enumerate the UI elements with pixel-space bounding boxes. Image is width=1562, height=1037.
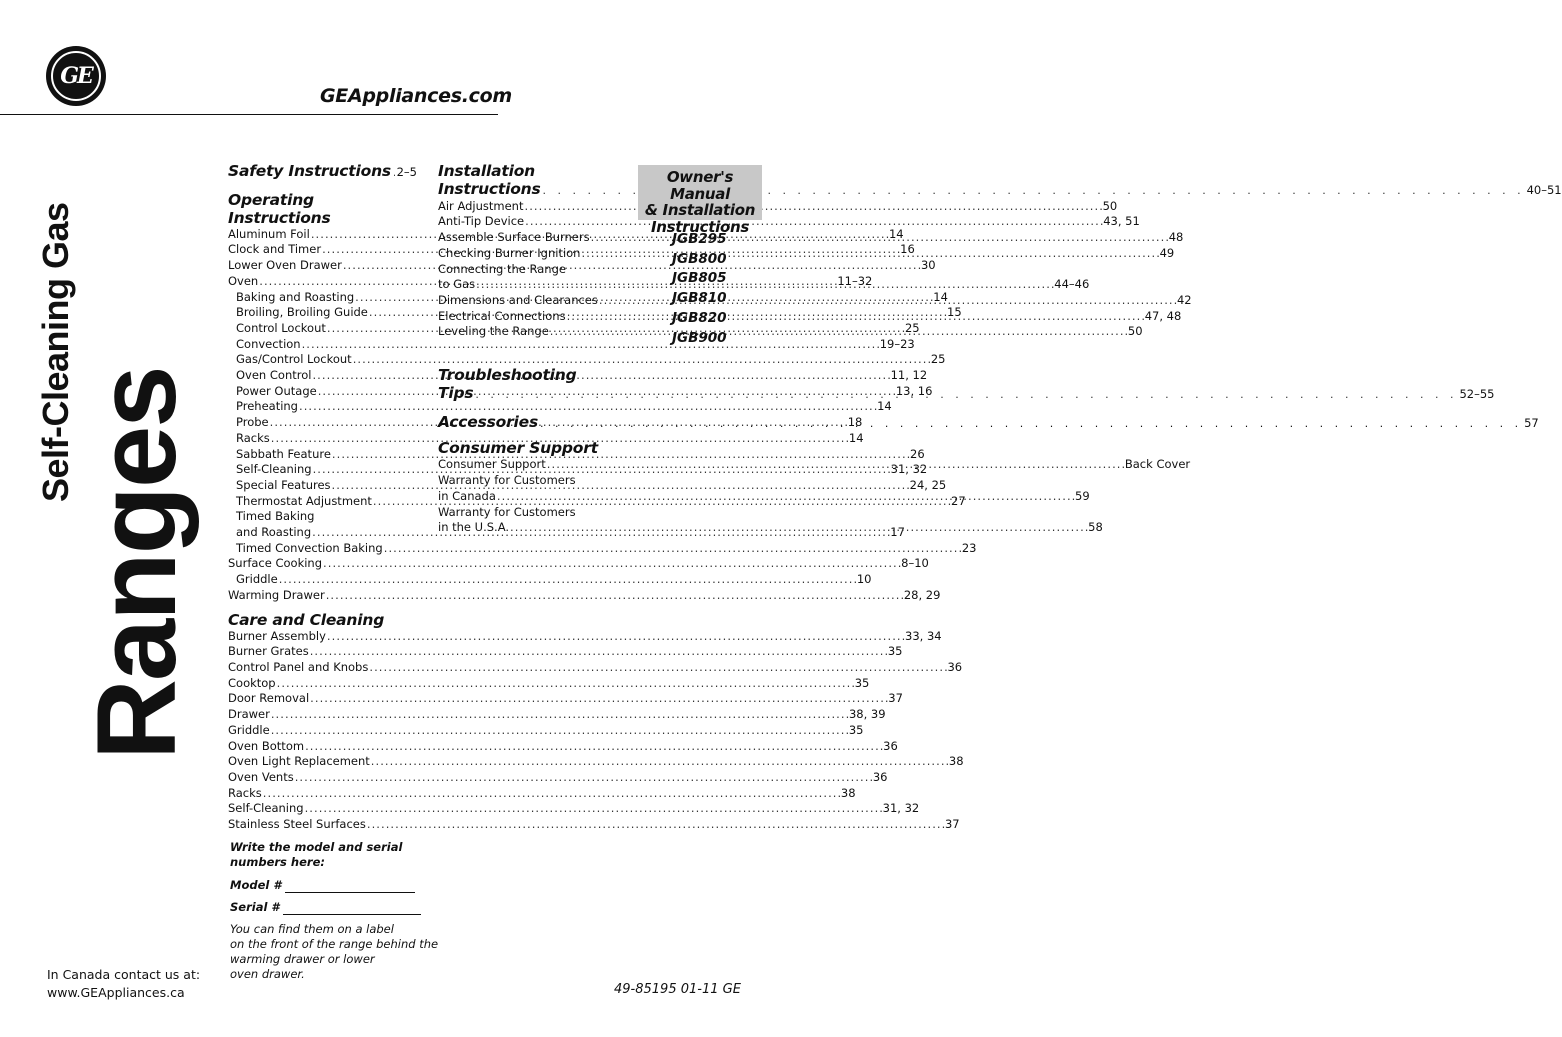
write-heading-2: numbers here: (230, 855, 325, 869)
leader-dots (567, 309, 1144, 325)
entry-label: Control Panel and Knobs (228, 659, 369, 674)
toc-entry[interactable] (228, 644, 903, 660)
section-title-installation-2: Instructions (438, 180, 541, 198)
toc-entry[interactable] (228, 587, 941, 604)
section-title-troubleshooting-1: Troubleshooting (438, 366, 577, 385)
owners-manual-box (638, 165, 762, 236)
model-number: JGB805 (672, 270, 727, 287)
canada-line-1: In Canada contact us at: (47, 967, 201, 982)
toc-entry[interactable] (228, 707, 886, 723)
leader-dots (310, 691, 887, 707)
page-number: Back Cover (1124, 457, 1191, 472)
entry-label: Lower Oven Drawer (228, 258, 342, 273)
entry-label: Sabbath Feature (236, 446, 331, 461)
page-number: 10 (856, 572, 872, 587)
logo-monogram: GE (60, 63, 92, 89)
page-number: 37 (888, 691, 903, 706)
serial-line[interactable] (283, 914, 421, 915)
page-number: 36 (947, 659, 963, 674)
toc-entry[interactable] (228, 572, 872, 588)
leader-dots (277, 676, 854, 692)
page-number: 40–51 (1526, 183, 1562, 197)
entry-label: and Roasting (236, 525, 312, 540)
serial-label: Serial # (230, 900, 280, 914)
entry-label: Burner Assembly (228, 628, 326, 643)
page-number: 13, 16 (895, 383, 933, 398)
entry-label: Special Features (236, 477, 331, 492)
page-number: 19–23 (879, 336, 915, 351)
entry-label: Timed Convection Baking (236, 540, 383, 555)
toc-entry[interactable] (228, 675, 870, 692)
entry-label: Connecting the Range (438, 261, 566, 276)
page-number: 2–5 (396, 165, 417, 179)
page-number: 35 (848, 722, 864, 737)
entry-label: Griddle (228, 722, 270, 737)
entry-label: Self-Cleaning (228, 801, 304, 816)
note-line-1: You can find them on a label (230, 922, 394, 936)
entry-label: Burner Grates (228, 644, 309, 659)
entry-label: Checking Burner Ignition (438, 245, 581, 260)
page-number: 52–55 (1459, 387, 1495, 402)
entry-label: Stainless Steel Surfaces (228, 817, 366, 832)
note-line-3: warming drawer or lower (230, 952, 375, 966)
note-line-4: oven drawer. (230, 967, 305, 981)
manual-line-3: Instructions (651, 217, 749, 236)
toc-entry[interactable] (228, 659, 963, 676)
entry-label: Self-Cleaning (236, 462, 312, 477)
page-number: 50 (1127, 324, 1143, 339)
toc-entry[interactable] (228, 801, 920, 817)
model-field[interactable] (230, 878, 430, 893)
page-number: 36 (872, 769, 888, 784)
toc-entry[interactable] (228, 738, 898, 755)
model-label: Model # (230, 878, 282, 892)
page-number: 58 (1088, 520, 1103, 535)
entry-label: Oven (228, 273, 259, 288)
entry-label: Warranty for Customers (438, 473, 576, 488)
toc-entry[interactable] (228, 785, 856, 802)
serial-field[interactable] (230, 900, 430, 915)
entry-label: Aluminum Foil (228, 226, 310, 241)
leader-dots (367, 817, 944, 833)
leader-dots (271, 723, 848, 739)
section-title-operating: Operating Instructions (228, 190, 331, 227)
entry-label: Clock and Timer (228, 242, 322, 257)
page-number: 26 (910, 446, 925, 461)
section-title-consumer: Consumer Support (438, 439, 598, 458)
entry-label: Racks (236, 430, 270, 445)
toc-entry[interactable] (228, 540, 977, 557)
toc-entry[interactable] (228, 430, 864, 447)
page-number: 11, 12 (890, 368, 928, 383)
page-number: 59 (1075, 488, 1090, 503)
leader-dots (305, 801, 882, 817)
toc-entry[interactable] (228, 509, 417, 525)
toc-entry[interactable] (228, 628, 942, 645)
canada-contact (47, 966, 200, 1002)
leader-dots (525, 214, 1102, 230)
toc-entry[interactable] (228, 722, 864, 739)
leader-dots (369, 660, 946, 676)
entry-label: Thermostat Adjustment (236, 493, 372, 508)
entry-label: Drawer (228, 707, 270, 722)
toc-entry[interactable] (228, 556, 929, 572)
entry-label: in the U.S.A. (438, 520, 510, 535)
page-number: 50 (1102, 198, 1118, 213)
page-number: 14 (848, 430, 864, 445)
page-number: 38, 39 (848, 707, 886, 722)
model-list (672, 230, 727, 348)
entry-label: Cooktop (228, 675, 276, 690)
title-ranges: Ranges (74, 367, 199, 760)
leader-dots (371, 754, 948, 770)
part-number: 49-85195 01-11 GE (614, 982, 741, 997)
leader-dots (475, 387, 1457, 403)
leader-dots (271, 707, 848, 723)
page-number: 33, 34 (905, 628, 942, 643)
page-number: 31, 32 (882, 801, 920, 816)
leader-dots (476, 277, 1053, 293)
leader-dots (524, 199, 1101, 215)
entry-label: Timed Baking (236, 509, 315, 524)
leader-dots (540, 416, 1522, 432)
leader-dots (305, 739, 882, 755)
model-number: JGB295 (672, 231, 727, 247)
entry-label: Dimensions and Clearances (438, 292, 598, 307)
ge-logo (46, 46, 106, 106)
page-number: 49 (1159, 245, 1175, 260)
leader-dots (550, 324, 1127, 340)
page-number: 37 (944, 817, 960, 832)
leader-dots (384, 541, 961, 557)
entry-label: Assemble Surface Burners (438, 230, 590, 245)
section-title: Safety Instructions (228, 162, 391, 180)
page-number: 24, 25 (909, 477, 947, 492)
model-number: JGB900 (672, 329, 727, 346)
page-number: 30 (920, 258, 936, 273)
entry-label: Oven Control (236, 368, 312, 383)
entry-label: Door Removal (228, 691, 310, 706)
page-number: 14 (933, 289, 948, 304)
page-number: 47, 48 (1144, 308, 1182, 323)
toc-entry[interactable] (228, 352, 946, 368)
page-number: 31, 32 (890, 462, 928, 477)
entry-label: Consumer Support (438, 457, 546, 472)
manual-line-1: Owner's Manual (666, 168, 734, 203)
leader-dots (327, 629, 904, 645)
page-number: 38 (840, 785, 856, 800)
page-number: 43, 51 (1103, 214, 1140, 229)
page-number: 17 (890, 525, 905, 540)
page-number: 27 (951, 493, 966, 508)
model-serial-box (230, 840, 439, 982)
entry-label: Broiling, Broiling Guide (236, 305, 368, 320)
toc-entry[interactable] (228, 691, 903, 707)
leader-dots (547, 457, 1124, 473)
page-number: 14 (888, 226, 904, 241)
page-number: 36 (883, 738, 898, 753)
entry-label: Oven Light Replacement (228, 754, 370, 769)
toc-entry[interactable] (438, 262, 627, 278)
entry-label: Anti-Tip Device (438, 214, 525, 229)
header-rule (0, 114, 498, 115)
manual-line-2: & Installation (644, 201, 756, 219)
entry-label: Griddle (236, 572, 278, 587)
leader-dots (497, 489, 1074, 505)
page-number: 25 (904, 320, 920, 335)
leader-dots (323, 556, 900, 572)
write-heading-1: Write the model and serial (230, 840, 403, 854)
canada-url[interactable]: www.GEAppliances.ca (47, 985, 185, 1000)
leader-dots (510, 520, 1087, 536)
entry-label: Preheating (236, 399, 298, 414)
page-number: 44–46 (1054, 277, 1090, 292)
leader-dots (326, 588, 903, 604)
toc-entry[interactable] (228, 817, 960, 833)
entry-label: Gas/Control Lockout (236, 352, 352, 367)
section-title-care: Care and Cleaning (228, 610, 385, 629)
page-number: 11–32 (837, 273, 873, 288)
title-self-cleaning-gas: Self-Cleaning Gas (35, 202, 76, 502)
page-number: 35 (887, 644, 903, 659)
entry-label: Racks (228, 785, 262, 800)
leader-dots (581, 246, 1158, 262)
model-line[interactable] (285, 892, 415, 893)
section-title-installation-1: Installation (438, 162, 535, 180)
page-number: 28, 29 (903, 587, 941, 602)
page-number: 8–10 (901, 556, 929, 571)
entry-label: Electrical Connections (438, 308, 566, 323)
page-number: 14 (877, 399, 892, 414)
toc-entry[interactable] (228, 399, 892, 415)
leader-dots (295, 770, 872, 786)
model-number: JGB820 (672, 309, 727, 326)
entry-label: Air Adjustment (438, 198, 524, 213)
page-number: 57 (1524, 415, 1539, 430)
entry-label: Probe (236, 415, 269, 430)
toc-entry[interactable] (228, 769, 888, 786)
entry-label: Warranty for Customers (438, 504, 576, 519)
entry-label: Oven Bottom (228, 738, 305, 753)
page-number: 18 (847, 415, 863, 430)
entry-label: Warming Drawer (228, 587, 325, 602)
page-number: 42 (1176, 292, 1192, 307)
entry-label: Control Lockout (236, 320, 326, 335)
leader-dots (279, 572, 856, 588)
page-number: 35 (854, 675, 870, 690)
note-line-2: on the front of the range behind the (230, 937, 439, 951)
entry-label: Baking and Roasting (236, 289, 355, 304)
entry-label: Convection (236, 336, 301, 351)
page-number: 16 (900, 242, 915, 257)
entry-label: Leveling the Range (438, 324, 549, 339)
leader-dots (393, 165, 395, 181)
entry-label: in Canada (438, 488, 496, 503)
model-number: JGB810 (672, 290, 727, 307)
page-number: 38 (948, 754, 964, 769)
section-title-accessories: Accessories (438, 412, 539, 431)
page-number: 23 (961, 540, 977, 555)
toc-entry[interactable] (228, 754, 964, 770)
toc-entry[interactable] (438, 473, 627, 489)
leader-dots (310, 644, 887, 660)
entry-label: to Gas (438, 277, 476, 292)
toc-section-safety[interactable] (228, 162, 417, 181)
toc-entry[interactable] (438, 505, 627, 521)
page-number: 15 (947, 305, 962, 320)
page-number: 48 (1168, 230, 1184, 245)
section-title-troubleshooting-2: Tips (438, 384, 474, 403)
leader-dots (263, 786, 840, 802)
website-url[interactable]: GEAppliances.com (320, 85, 512, 107)
page-number: 25 (930, 352, 946, 367)
entry-label: Power Outage (236, 383, 317, 398)
entry-label: Oven Vents (228, 769, 294, 784)
model-number: JGB800 (672, 250, 727, 267)
care-list (228, 628, 964, 833)
entry-label: Surface Cooking (228, 556, 323, 571)
